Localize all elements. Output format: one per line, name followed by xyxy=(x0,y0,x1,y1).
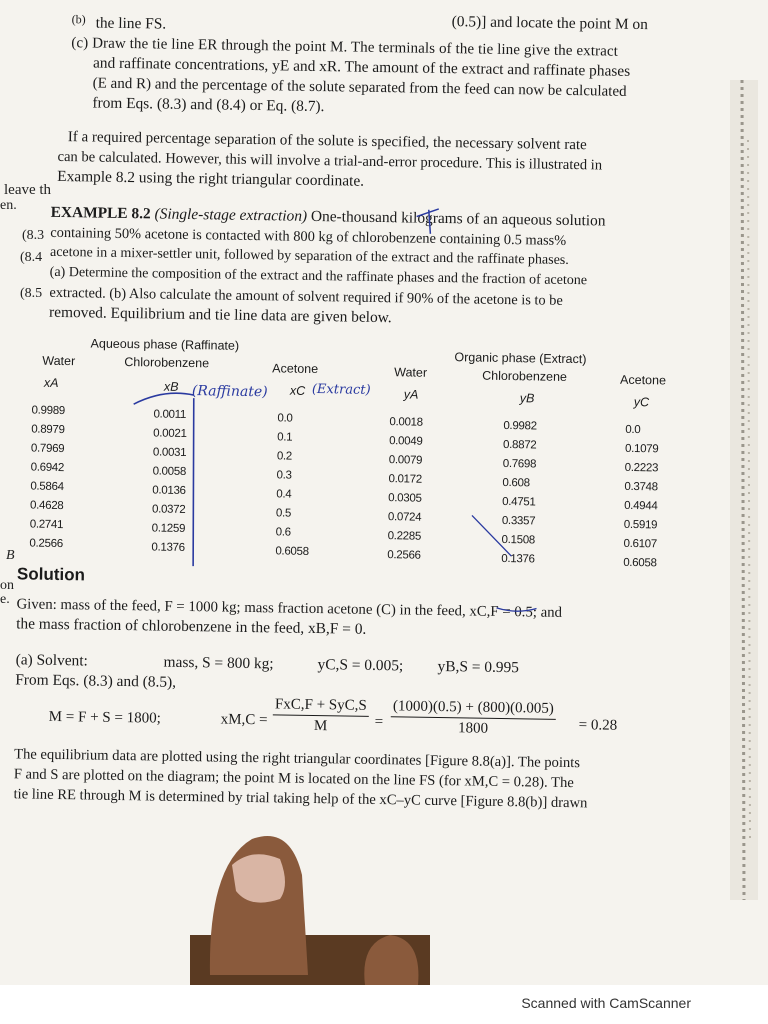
example-text-5: extracted. (b) Also calculate the amount of solvent required if 90% of the acetone is to be xyxy=(49,284,563,309)
table-cell: 0.0058 xyxy=(152,465,187,478)
table-cell: 0.0136 xyxy=(152,484,186,497)
solution-given-1: Given: mass of the feed, F = 1000 kg; mass fraction acetone (C) in the feed, xC,F = 0.5; and xyxy=(16,596,563,621)
table-cell: 0.0 xyxy=(277,412,293,425)
table-cell: 0.0079 xyxy=(388,454,423,467)
table-cell: 0.4944 xyxy=(624,499,658,513)
text-line-6: can be calculated. However, this will involve a trial-and-error procedure. This is illustrated in xyxy=(57,148,603,174)
table-cell: 0.1376 xyxy=(501,552,535,566)
pen-bracket-left xyxy=(131,393,196,567)
book-binding xyxy=(730,80,758,900)
table-cell: 0.8872 xyxy=(502,438,537,452)
text-line-3: (E and R) and the percentage of the solute separated from the feed can now be calculated xyxy=(92,75,627,100)
col-symbol-xa: xA xyxy=(43,375,59,390)
table-cell: 0.0031 xyxy=(152,446,187,459)
table-cell: 0.5 xyxy=(275,507,292,520)
table-cell: 0.0021 xyxy=(153,427,187,440)
example-text-1: One-thousand kilograms of an aqueous solution xyxy=(310,207,606,230)
item-label-b: (b) xyxy=(71,12,86,27)
text-line-0-right: (0.5)] and locate the point M on xyxy=(451,13,649,34)
equation-denominator-2: 1800 xyxy=(457,720,489,737)
table-cell: 0.0018 xyxy=(389,416,423,429)
pen-note-extract: (Extract) xyxy=(311,381,371,398)
example-text-2: containing 50% acetone is contacted with 800 kg of chlorobenzene containing 0.5 mass% xyxy=(50,224,567,249)
table-cell: 0.6942 xyxy=(30,461,65,475)
scanner-footer xyxy=(0,985,768,1024)
table-cell: 0.2566 xyxy=(29,537,63,551)
table-cell: 0.6058 xyxy=(275,545,309,558)
margin-note-5: B xyxy=(6,548,15,563)
table-cell: 0.5864 xyxy=(30,480,64,494)
table-cell: 0.1376 xyxy=(151,541,185,554)
col-header-chlorobenzene-o: Chlorobenzene xyxy=(482,368,568,384)
text-line-0: the line FS. xyxy=(95,14,167,33)
col-header-acetone-a: Acetone xyxy=(272,361,319,377)
col-symbol-yb: yB xyxy=(519,391,535,406)
equation-numerator-1: FxC,F + SyC,S xyxy=(273,694,369,717)
table-cell: 0.608 xyxy=(502,476,530,490)
table-cell: 0.9989 xyxy=(31,404,66,418)
table-cell: 0.1259 xyxy=(151,522,186,535)
table-cell: 0.5919 xyxy=(623,518,658,532)
scanner-watermark: Scanned with CamScanner xyxy=(521,995,691,1011)
text-line-7: Example 8.2 using the right triangular coordinate. xyxy=(57,167,365,190)
example-number: EXAMPLE 8.2 xyxy=(50,203,151,223)
pen-underline-xcf xyxy=(496,608,536,612)
table-cell: 0.0049 xyxy=(389,435,423,448)
solution-solvent-ybs: yB,S = 0.995 xyxy=(437,657,520,677)
margin-note-6: on xyxy=(0,578,14,593)
table-cell: 0.6058 xyxy=(623,556,657,570)
table-cell: 0.9982 xyxy=(503,419,537,433)
table-cell: 0.1508 xyxy=(501,533,536,547)
table-cell: 0.3748 xyxy=(624,480,658,494)
equation-equals: = xyxy=(374,713,384,731)
table-cell: 0.2223 xyxy=(624,461,659,475)
solution-paragraph-1: The equilibrium data are plotted using the right triangular coordinates [Figure 8.8(a)]. The points xyxy=(14,746,581,772)
table-cell: 0.0 xyxy=(625,423,641,437)
table-cell: 0.2741 xyxy=(29,518,64,532)
col-symbol-ya: yA xyxy=(403,387,419,402)
table-cell: 0.7698 xyxy=(502,457,537,471)
example-subtitle: (Single-stage extraction) xyxy=(154,205,308,225)
example-text-3: acetone in a mixer-settler unit, followed by separation of the extract and the raffinate phases. xyxy=(49,244,569,268)
table-cell: 0.0372 xyxy=(151,503,186,516)
pen-note-raffinate: (Raffinate) xyxy=(191,383,268,401)
table-cell: 0.1079 xyxy=(624,442,659,456)
solution-paragraph-3: tie line RE through M is determined by trial taking help of the xC–yC curve [Figure 8.8(b)] drawn xyxy=(13,786,588,812)
table-cell: 0.8979 xyxy=(31,423,65,437)
equation-denominator-1: M xyxy=(313,718,328,735)
text-line-1: (c) Draw the tie line ER through the point M. The terminals of the tie line give the extract xyxy=(71,35,619,60)
pen-mark-top xyxy=(416,209,438,234)
table-cell: 0.0011 xyxy=(153,408,187,421)
table-cell: 0.0724 xyxy=(387,511,422,524)
organic-phase-header: Organic phase (Extract) xyxy=(454,350,587,367)
col-header-acetone-o: Acetone xyxy=(620,372,667,388)
solution-paragraph-2: F and S are plotted on the diagram; the point M is located on the line FS (for xM,C = 0.28). The xyxy=(13,766,574,792)
solution-solvent-label: (a) Solvent: xyxy=(15,651,88,670)
solution-solvent-mass: mass, S = 800 kg; xyxy=(163,653,274,673)
table-cell: 0.4751 xyxy=(502,495,536,509)
table-cell: 0.4628 xyxy=(29,499,64,513)
margin-note-2: (8.3 xyxy=(22,228,45,243)
margin-note-4: (8.5 xyxy=(20,286,43,301)
table-cell: 0.2566 xyxy=(387,549,421,562)
table-cell: 0.7969 xyxy=(30,442,65,456)
text-line-5: If a required percentage separation of the solute is specified, the necessary solvent rate xyxy=(67,129,587,154)
example-text-6: removed. Equilibrium and tie line data are given below. xyxy=(48,303,392,327)
text-line-4: from Eqs. (8.3) and (8.4) or Eq. (8.7). xyxy=(92,94,325,116)
margin-note-7: e. xyxy=(0,592,10,607)
table-cell: 0.4 xyxy=(276,488,292,501)
col-header-water-a: Water xyxy=(42,353,76,369)
thumb-image xyxy=(190,825,430,985)
col-symbol-xb: xB xyxy=(163,379,179,394)
equation-numerator-2: (1000)(0.5) + (800)(0.005) xyxy=(391,696,556,720)
equation-result: = 0.28 xyxy=(578,717,618,734)
equation-m: M = F + S = 1800; xyxy=(48,708,161,727)
table-cell: 0.2285 xyxy=(387,530,422,543)
aqueous-phase-header: Aqueous phase (Raffinate) xyxy=(90,336,240,353)
example-text-4: (a) Determine the composition of the extract and the raffinate phases and the fraction of acetone xyxy=(49,264,588,289)
margin-note-0: leave th xyxy=(4,182,52,198)
table-cell: 0.1 xyxy=(277,431,293,444)
table-cell: 0.2 xyxy=(276,450,293,463)
col-symbol-xc: xC xyxy=(289,383,306,398)
solution-solvent-ycs: yC,S = 0.005; xyxy=(317,656,404,675)
pen-arrow-right xyxy=(471,515,512,556)
text-line-2: and raffinate concentrations, yE and xR. The amount of the extract and raffinate phases xyxy=(92,54,631,80)
solution-from-eqs: From Eqs. (8.3) and (8.5), xyxy=(15,671,177,691)
table-cell: 0.3357 xyxy=(501,514,536,528)
table-cell: 0.0305 xyxy=(388,492,422,505)
col-symbol-yc: yC xyxy=(633,395,650,410)
table-cell: 0.3 xyxy=(276,469,292,482)
table-cell: 0.6107 xyxy=(623,537,657,551)
equation-xmc-label: xM,C = xyxy=(220,711,268,729)
margin-note-1: en. xyxy=(0,198,17,213)
col-header-water-o: Water xyxy=(394,365,428,380)
solution-heading: Solution xyxy=(16,564,86,585)
table-cell: 0.6 xyxy=(275,526,291,539)
solution-given-2: the mass fraction of chlorobenzene in the feed, xB,F = 0. xyxy=(16,615,367,638)
col-header-chlorobenzene-a: Chlorobenzene xyxy=(124,354,210,371)
table-cell: 0.0172 xyxy=(388,473,422,486)
margin-note-3: (8.4 xyxy=(20,250,43,265)
